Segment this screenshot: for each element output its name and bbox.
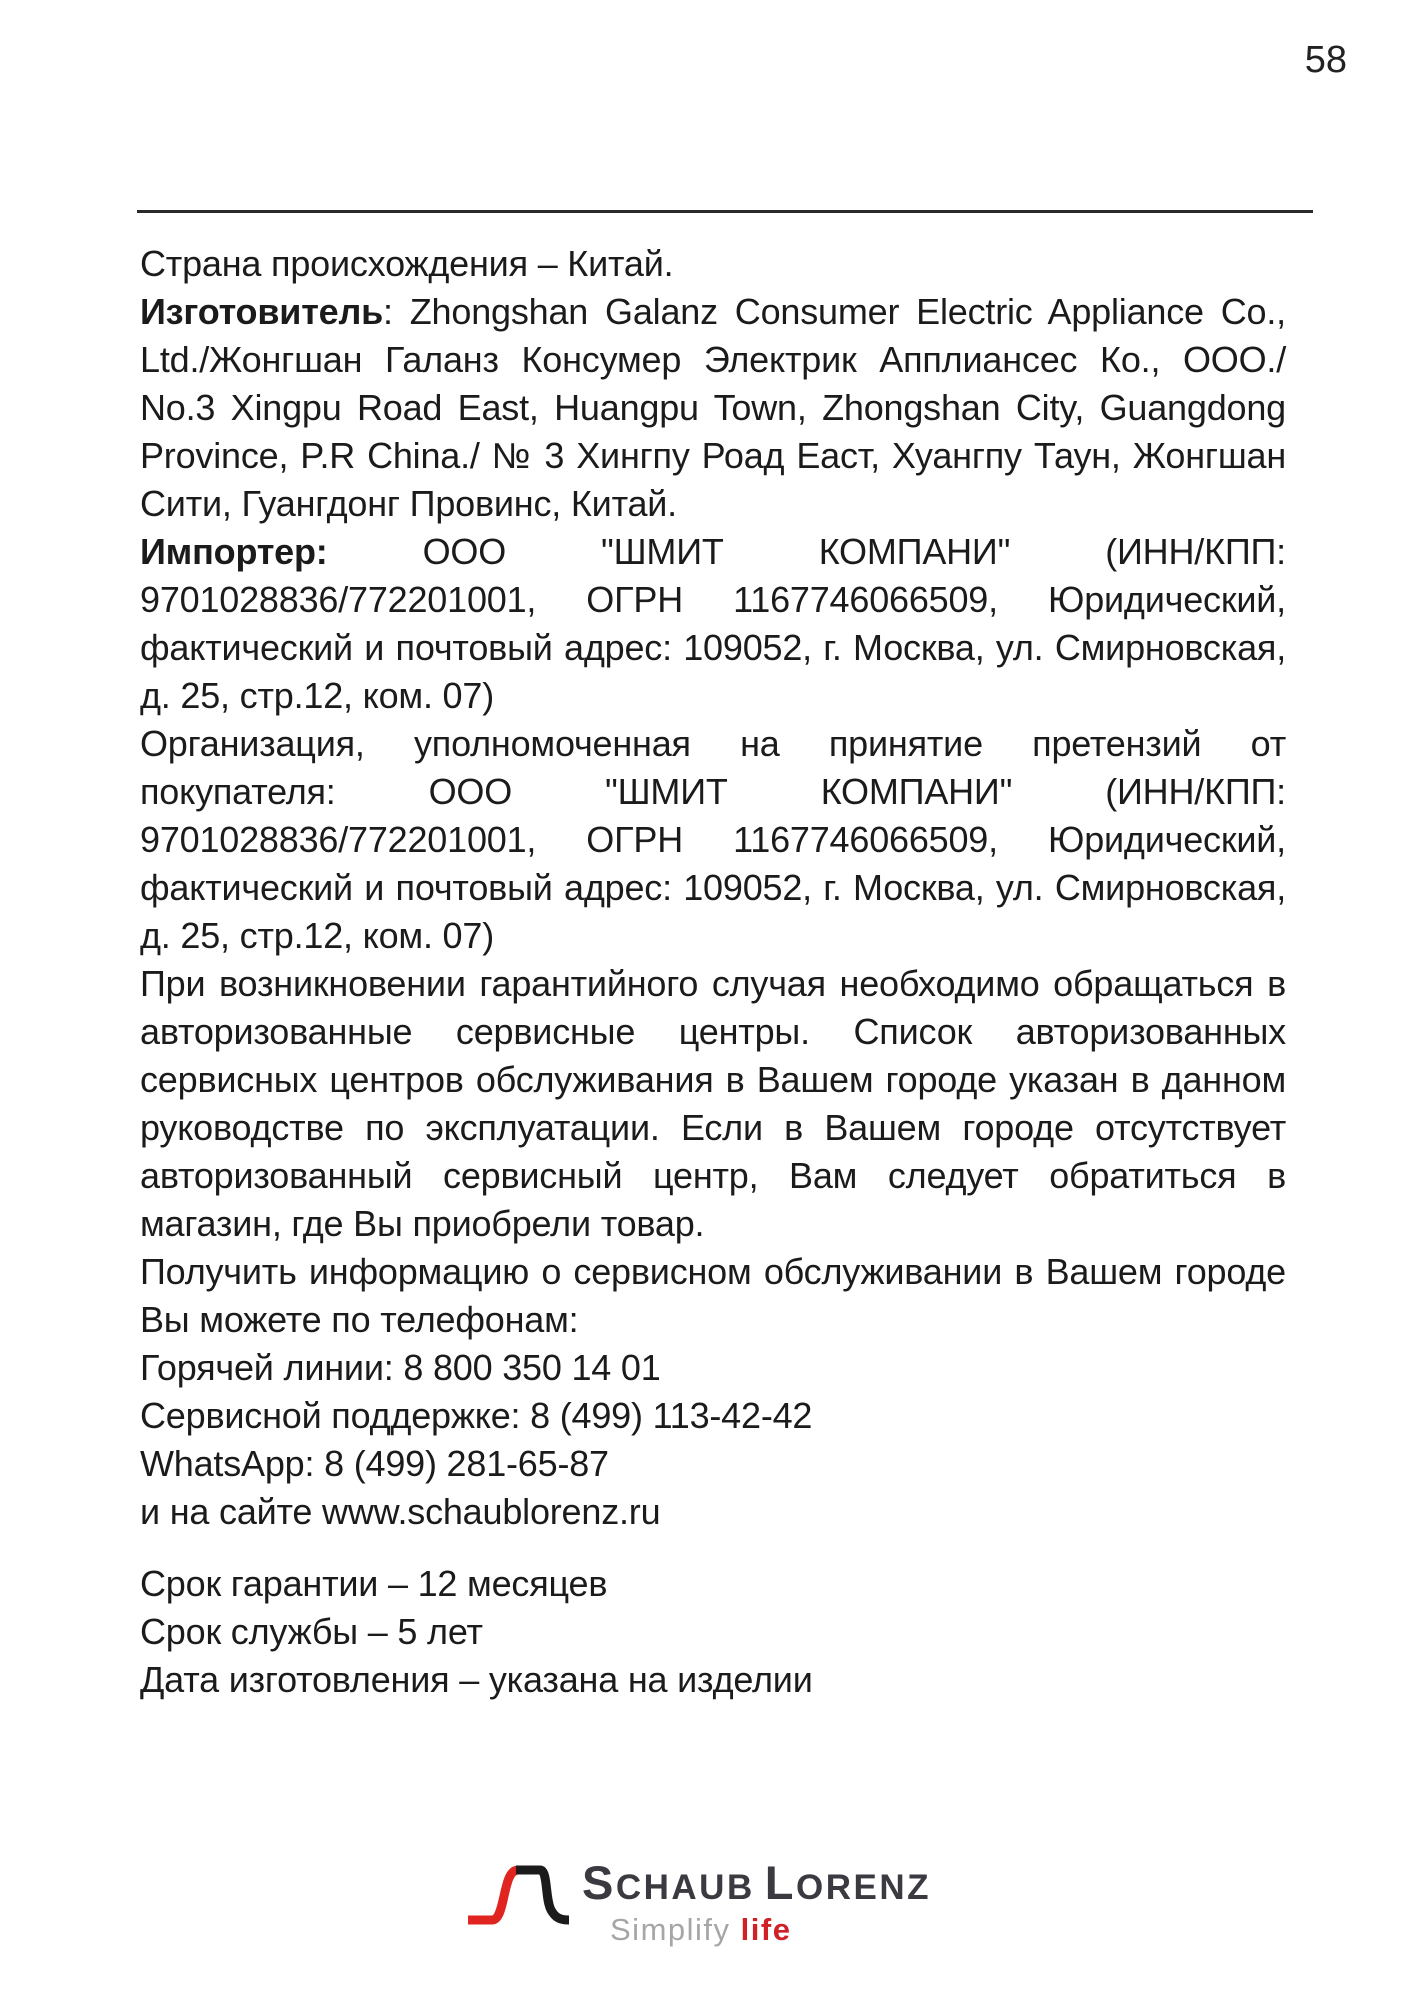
manufacturer-label: Изготовитель	[140, 291, 384, 332]
schaub-lorenz-sl-mark-icon	[466, 1863, 570, 1929]
brand-rest-chaub: CHAUB	[615, 1868, 755, 1907]
brand-initial-s: S	[582, 1856, 616, 1909]
page-content	[140, 240, 1286, 1704]
brand-initial-l: L	[764, 1856, 796, 1909]
term-warranty-period: Срок гарантии – 12 месяцев	[140, 1563, 608, 1604]
logo-brand-name	[582, 1856, 931, 1911]
paragraph-country-of-origin: Страна происхождения – Китай.	[140, 243, 674, 284]
paragraph-service-info-intro: Получить информацию о сервисном обслуживании в Вашем городе Вы можете по телефонам:	[140, 1251, 1286, 1340]
logo-tagline	[610, 1913, 931, 1947]
phone-line-support: Сервисной поддержке: 8 (499) 113-42-42	[140, 1395, 813, 1436]
paragraph-manufacturer	[140, 288, 1286, 528]
header-divider-rule	[137, 210, 1313, 213]
paragraph-importer	[140, 528, 1286, 720]
phone-line-whatsapp: WhatsApp: 8 (499) 281-65-87	[140, 1443, 609, 1484]
paragraph-claims-organization: Организация, уполномоченная на принятие претензий от покупателя: ООО "ШМИТ КОМПАНИ" (ИНН/КПП: 9701028836/772201001, ОГРН 1167746066509, Юридический, фактический и почтовый адрес: 109052, г. Москва, ул. Смирновская, д. 25, стр.12, ком. 07)	[140, 723, 1286, 956]
importer-label: Импортер:	[140, 531, 328, 572]
brand-rest-orenz: ORENZ	[795, 1868, 931, 1907]
website-line: и на сайте www.schaublorenz.ru	[140, 1491, 661, 1532]
schaub-lorenz-logo	[466, 1856, 931, 1947]
logo-text-block	[582, 1856, 931, 1947]
manufacturer-text: : Zhongshan Galanz Consumer Electric Appliance Co., Ltd./Жонгшан Галанз Консумер Электрик Апплиансес Ко., ООО./ No.3 Xingpu Road East, Huangpu Town, Zhongshan City, Guangdong Province, P.R China./ № 3 Хингпу Роад Еаст, Хуангпу Таун, Жонгшан Сити, Гуангдонг Провинс, Китай.	[140, 291, 1286, 524]
term-service-life: Срок службы – 5 лет	[140, 1611, 483, 1652]
paragraph-warranty-case: При возникновении гарантийного случая необходимо обращаться в авторизованные сервисные центры. Список авторизованных сервисных центров обслуживания в Вашем городе указан в данном руководстве по эксплуатации. Если в Вашем городе отсутствует авторизованный сервисный центр, Вам следует обратиться в магазин, где Вы приобрели товар.	[140, 963, 1286, 1244]
importer-text: ООО "ШМИТ КОМПАНИ" (ИНН/КПП: 9701028836/772201001, ОГРН 1167746066509, Юридический, фактический и почтовый адрес: 109052, г. Москва, ул. Смирновская, д. 25, стр.12, ком. 07)	[140, 531, 1286, 716]
phone-line-hotline: Горячей линии: 8 800 350 14 01	[140, 1347, 661, 1388]
term-manufacture-date: Дата изготовления – указана на изделии	[140, 1659, 813, 1700]
tagline-life: life	[740, 1912, 792, 1947]
page-number: 58	[1304, 39, 1347, 81]
tagline-simplify: Simplify	[610, 1912, 731, 1947]
